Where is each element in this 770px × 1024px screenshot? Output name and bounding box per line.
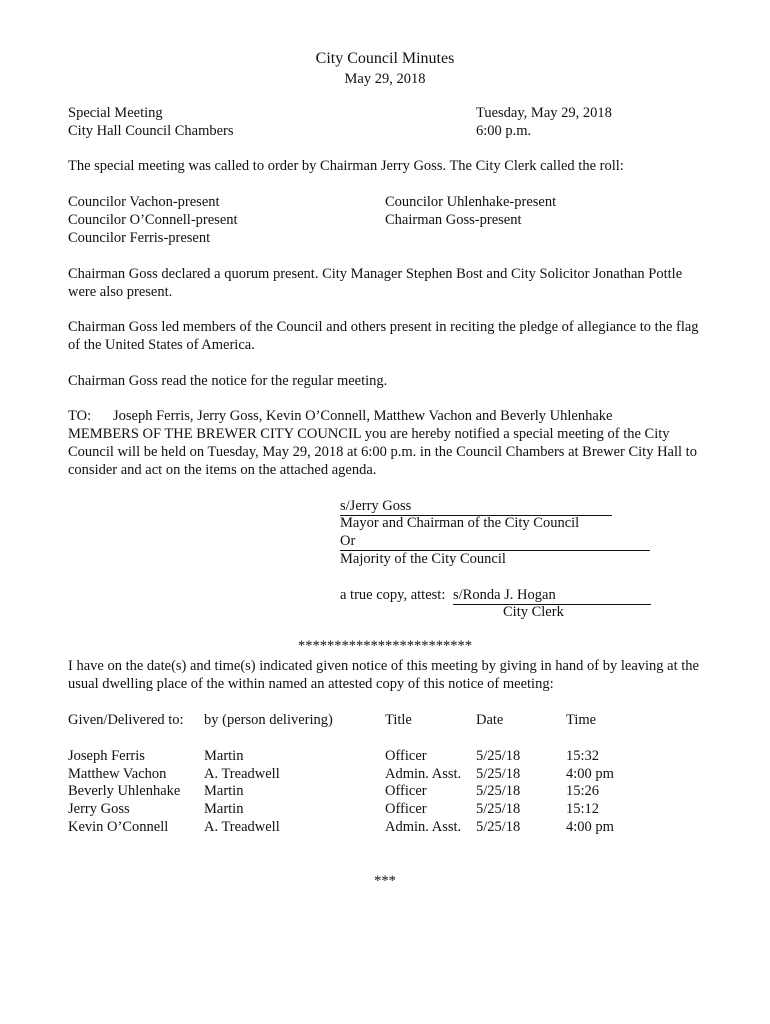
table-cell: Officer — [385, 783, 427, 799]
table-header: by (person delivering) — [204, 712, 333, 728]
roll-entry: Councilor Ferris-present — [68, 230, 211, 246]
table-cell: Martin — [204, 783, 244, 799]
to-label: TO: — [68, 408, 92, 424]
end-marker: *** — [374, 873, 396, 889]
table-cell: Kevin O’Connell — [68, 819, 169, 835]
separator: ************************ — [298, 638, 472, 654]
attest-name: s/Ronda J. Hogan — [453, 586, 651, 605]
table-cell: 5/25/18 — [476, 783, 521, 799]
table-cell: 15:26 — [566, 783, 600, 799]
table-cell: Admin. Asst. — [385, 766, 462, 782]
table-cell: Joseph Ferris — [68, 748, 145, 764]
table-cell: 4:00 pm — [566, 819, 614, 835]
signature-name: s/Jerry Goss — [340, 497, 612, 516]
table-cell: 5/25/18 — [476, 819, 521, 835]
call-to-order: The special meeting was called to order by Chairman Jerry Goss. The City Clerk called the roll: — [68, 158, 624, 174]
meeting-time: 6:00 p.m. — [476, 123, 532, 139]
delivery-statement: I have on the date(s) and time(s) indicated given notice of this meeting by giving in hand of by leaving at the usual dwelling place of the within named an attested copy of this notice of meeting: — [68, 658, 699, 692]
meeting-location: City Hall Council Chambers — [68, 123, 234, 139]
table-cell: Officer — [385, 748, 427, 764]
table-cell: 5/25/18 — [476, 766, 521, 782]
signature-role: Mayor and Chairman of the City Council — [340, 515, 580, 531]
quorum-paragraph: Chairman Goss declared a quorum present. City Manager Stephen Bost and City Solicitor Jonathan Pottle were also present. — [68, 266, 683, 300]
table-cell: 15:12 — [566, 801, 600, 817]
roll-entry: Chairman Goss-present — [385, 212, 522, 228]
table-cell: 5/25/18 — [476, 801, 521, 817]
table-cell: Officer — [385, 801, 427, 817]
table-cell: 4:00 pm — [566, 766, 614, 782]
table-cell: Beverly Uhlenhake — [68, 783, 181, 799]
table-header: Time — [566, 712, 597, 728]
document-title: City Council Minutes — [315, 50, 455, 67]
attest-label: a true copy, attest: — [340, 587, 446, 603]
table-cell: Martin — [204, 801, 244, 817]
roll-entry: Councilor Uhlenhake-present — [385, 194, 557, 210]
roll-entry: Councilor O’Connell-present — [68, 212, 238, 228]
table-header: Title — [385, 712, 412, 728]
clerk-title: City Clerk — [503, 604, 564, 620]
document-date: May 29, 2018 — [344, 71, 426, 87]
table-cell: 5/25/18 — [476, 748, 521, 764]
table-header: Given/Delivered to: — [68, 712, 184, 728]
roll-entry: Councilor Vachon-present — [68, 194, 220, 210]
table-cell: Admin. Asst. — [385, 819, 462, 835]
signature-majority: Majority of the City Council — [340, 551, 506, 567]
meeting-type: Special Meeting — [68, 105, 163, 121]
table-cell: Matthew Vachon — [68, 766, 167, 782]
table-cell: Martin — [204, 748, 244, 764]
table-cell: A. Treadwell — [204, 819, 280, 835]
attest-line — [340, 586, 651, 605]
notice-read-paragraph: Chairman Goss read the notice for the regular meeting. — [68, 373, 388, 389]
table-header: Date — [476, 712, 504, 728]
signature-or: Or — [340, 532, 650, 551]
table-cell: 15:32 — [566, 748, 600, 764]
notice-body: MEMBERS OF THE BREWER CITY COUNCIL you are hereby notified a special meeting of the City Council will be held on Tuesday, May 29, 2018 at 6:00 p.m. in the Council Chambers at Brewer City Hall to consider and act on the items on the attached agenda. — [68, 426, 697, 478]
meeting-day: Tuesday, May 29, 2018 — [476, 105, 612, 121]
to-recipients: Joseph Ferris, Jerry Goss, Kevin O’Connell, Matthew Vachon and Beverly Uhlenhake — [113, 408, 613, 424]
table-cell: A. Treadwell — [204, 766, 280, 782]
table-cell: Jerry Goss — [68, 801, 130, 817]
signature-or-line — [340, 532, 650, 551]
pledge-paragraph: Chairman Goss led members of the Council and others present in reciting the pledge of allegiance to the flag of the United States of America. — [68, 319, 699, 353]
